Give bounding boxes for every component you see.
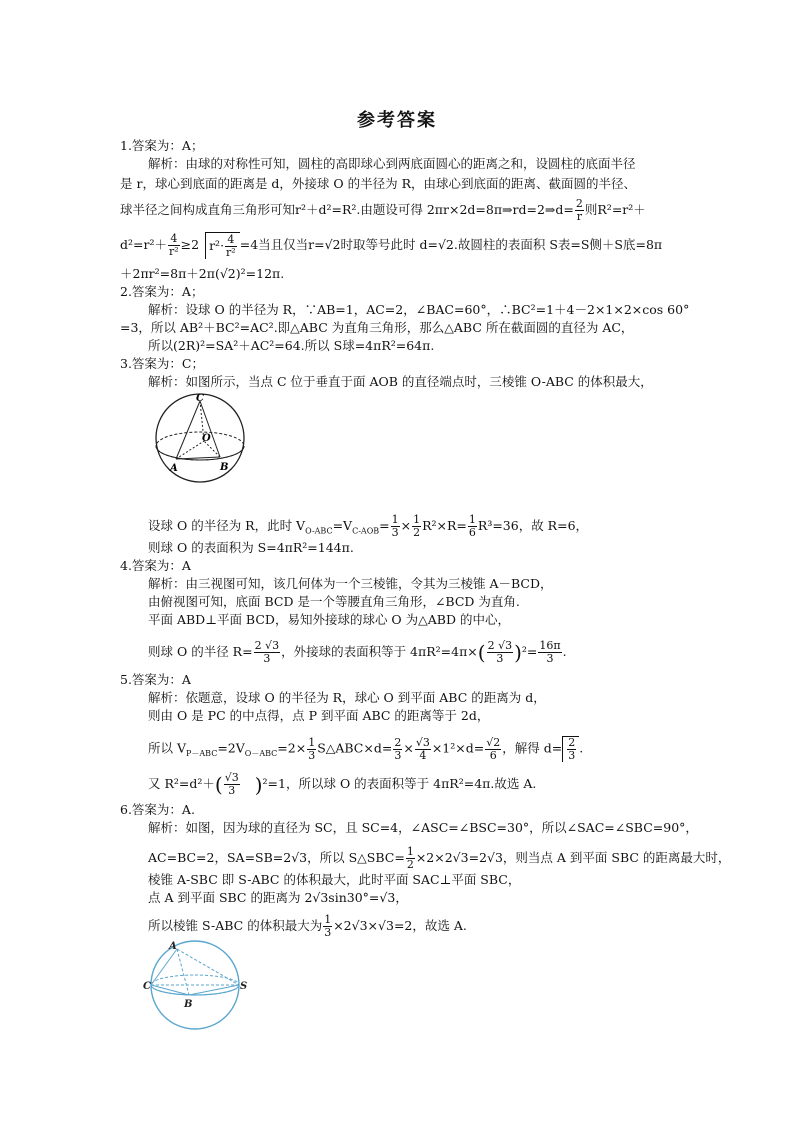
fraction: $\frac{2 √3}{3}$	[487, 639, 513, 665]
fraction: $\frac{2}{3}$	[394, 735, 402, 762]
answer-5-line-4: 又 R²=d²＋( $\frac{√3}{3}$ )²=1，所以球 O 的表面积等于 4πR²=4π.故选 A.	[148, 771, 537, 797]
label-s: S	[240, 981, 247, 992]
label-c: C	[143, 981, 151, 992]
answer-5-line-3: 所以 $V_{P-ABC}=2V_{O-ABC}=2\times$ $\frac{1}{3}$ S△ABC×d= $\frac{2}{3}$ × $\frac{√3}{4}$ ×1²×d= $\frac{√2}{6}$ ，解得 d= $\frac{2}{3}$ .	[148, 735, 584, 762]
fraction: $\frac{1}{2}$	[413, 513, 421, 539]
answer-6-heading: 6.答案为：A.	[120, 802, 195, 817]
fraction: $\frac{√3}{3}$	[224, 771, 239, 797]
fraction: $\frac{2}{3}$	[568, 736, 576, 762]
answer-2-heading: 2.答案为：A；	[120, 284, 204, 299]
fraction: $\frac{2 √3}{3}$	[254, 639, 280, 665]
fraction: $\frac{√2}{6}$	[486, 735, 501, 762]
answer-6-line-1: 解析：如图，因为球的直径为 SC，且 SC=4，∠ASC=∠BSC=30°，所以∠SAC=∠SBC=90°，	[148, 820, 698, 835]
fraction: $\frac{4}{\text{r²}}$	[168, 232, 179, 258]
fraction: $\frac{4}{\text{r²}}$	[226, 233, 236, 259]
answer-4-line-1: 解析：由三视图可知，该几何体为一个三棱锥，令其为三棱锥 A－BCD，	[148, 576, 553, 591]
answer-4-heading: 4.答案为：A	[120, 558, 191, 573]
label-a: A	[170, 463, 178, 474]
label-a: A	[169, 941, 177, 952]
answer-4-line-4: 则球 O 的半径 R= $\frac{2 √3}{3}$ ，外接球的表面积等于 4πR²=4π×( $\frac{2 √3}{3}$ )²= $\frac{16\pi}{3}$ .	[148, 639, 567, 665]
answer-3-heading: 3.答案为：C；	[120, 356, 204, 371]
sqrt-expression: r²· $\frac{4}{\text{r²}}$	[205, 232, 240, 259]
answer-6-line-2: AC=BC=2，SA=SB=2√3，所以 S△SBC= $\frac{1}{2}$ ×2×2√3=2√3，则当点 A 到平面 SBC 的距离最大时，	[148, 845, 731, 871]
answer-2-line-2: =3，所以 AB²＋BC²=AC².即△ABC 为直角三角形，那么△ABC 所在截面圆的直径为 AC，	[120, 320, 634, 335]
fraction: $\frac{1}{3}$	[308, 735, 316, 762]
sqrt-expression	[562, 736, 579, 762]
fraction: $\frac{16\pi}{3}$	[539, 639, 561, 665]
page-title: 参考答案	[357, 110, 437, 131]
answer-1-line-5: ＋2πr²=8π＋2π(√2)²=12π.	[120, 266, 285, 281]
fraction: $\frac{1}{3}$	[391, 513, 399, 539]
fraction: $\frac{1}{3}$	[324, 913, 332, 939]
label-b: B	[220, 462, 229, 473]
sphere-figure-3	[150, 393, 254, 483]
answer-6-line-3: 棱锥 A-SBC 即 S-ABC 的体积最大，此时平面 SAC⊥平面 SBC，	[148, 872, 521, 887]
answer-4-line-2: 由俯视图可知，底面 BCD 是一个等腰直角三角形，∠BCD 为直角.	[148, 594, 520, 609]
answer-3-line-3: 则球 O 的表面积为 S=4πR²=144π.	[148, 540, 354, 555]
answer-1-line-4: d²=r²＋ $\frac{4}{\text{r²}}$ ≥2 r²· $\frac{4}{\text{r²}}$ =4当且仅当r=√2时取等号此时 d=√2.故圆柱的表面积 S表=S侧＋S底=8π	[120, 232, 663, 259]
answer-5-line-1: 解析：依题意，设球 O 的半径为 R，球心 O 到平面 ABC 的距离为 d，	[148, 690, 546, 705]
fraction: $\frac{√3}{4}$	[415, 735, 430, 762]
answer-2-line-3: 所以(2R)²=SA²＋AC²=64.所以 S球=4πR²=64π.	[148, 338, 435, 353]
answer-6-line-4: 点 A 到平面 SBC 的距离为 2√3sin30°=√3，	[148, 890, 408, 905]
answer-1-heading: 1.答案为：A；	[120, 138, 204, 153]
label-c: C	[196, 393, 204, 404]
answer-2-line-1: 解析：设球 O 的半径为 R，∵AB=1，AC=2，∠BAC=60°，∴BC²=1＋4－2×1×2×cos 60°	[148, 302, 690, 317]
answer-4-line-3: 平面 ABD⊥平面 BCD，易知外接球的球心 O 为△ABD 的中心，	[148, 612, 510, 627]
answer-1-line-3: 球半径之间构成直角三角形可知r²＋d²=R².由题设可得 2πr×2d=8π⇒rd=2⇒d= $\frac{2}{r}$ 则R²=r²＋	[120, 197, 646, 223]
sphere-figure-6	[143, 938, 247, 1030]
fraction: $\frac{1}{2}$	[406, 845, 414, 871]
fraction: $\frac{1}{6}$	[468, 513, 476, 539]
answer-3-line-1: 解析：如图所示，当点 C 位于垂直于面 AOB 的直径端点时，三棱锥 O-ABC 的体积最大，	[148, 374, 653, 389]
answer-6-line-5: 所以棱锥 S-ABC 的体积最大为 $\frac{1}{3}$ ×2√3×√3=2，故选 A.	[148, 913, 467, 939]
answer-5-line-2: 则由 O 是 PC 的中点得，点 P 到平面 ABC 的距离等于 2d，	[148, 708, 490, 723]
answer-3-line-2: 设球 O 的半径为 R，此时 $V_{O-ABC}=V_{C-AOB}=$ $\frac{1}{3}$ × $\frac{1}{2}$ R²×R= $\frac{1}{6}$ R³=36，故 R=6，	[148, 513, 589, 539]
label-b: B	[184, 999, 193, 1010]
answer-1-line-2: 是 r，球心到底面的距离是 d，外接球 O 的半径为 R，由球心到底面的距离、截面圆的半径、	[120, 176, 637, 191]
sphere-outline	[151, 941, 239, 1029]
answer-5-heading: 5.答案为：A	[120, 672, 191, 687]
label-o: O	[202, 433, 211, 444]
answer-1-line-1: 解析：由球的对称性可知，圆柱的高即球心到两底面圆心的距离之和，设圆柱的底面半径	[148, 156, 636, 171]
fraction: $\frac{2}{r}$	[575, 197, 583, 223]
